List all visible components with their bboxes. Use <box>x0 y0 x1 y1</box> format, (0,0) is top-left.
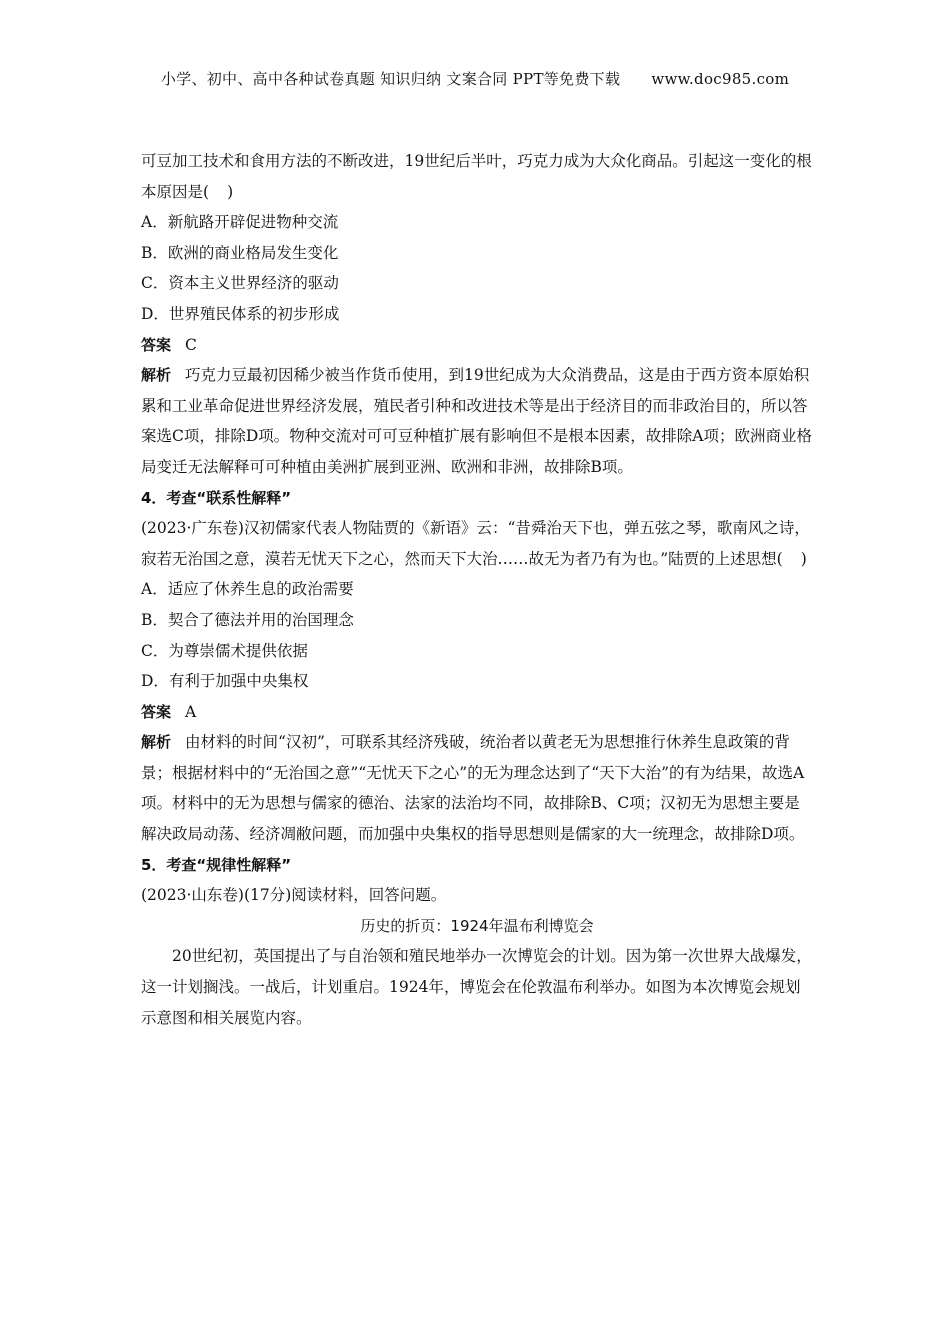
q3-option-b: B．欧洲的商业格局发生变化 <box>141 243 339 262</box>
q5-heading: 5．考查“规律性解释” <box>141 855 292 874</box>
q4-option-a: A．适应了休养生息的政治需要 <box>141 580 354 599</box>
q4-stem-close: ) <box>800 549 807 568</box>
q4-analysis <box>141 727 813 849</box>
q3-option-a: A．新航路开辟促进物种交流 <box>141 213 339 232</box>
q5-material-title: 历史的折页：1924年温布利博览会 <box>360 916 594 935</box>
q5-material-text: 20世纪初，英国提出了与自治领和殖民地举办一次博览会的计划。因为第一次世界大战爆发，这一计划搁浅。一战后，计划重启。1924年，博览会在伦敦温布利举办。如图为本次博览会规划示意图和相关展览内容。 <box>141 947 812 1027</box>
header-site: www.doc985.com <box>651 70 790 88</box>
q3-analysis <box>141 360 813 482</box>
q3-answer-value: C <box>185 335 197 354</box>
q3-option-c: C．资本主义世界经济的驱动 <box>141 274 339 293</box>
q3-answer <box>141 330 813 361</box>
q3-stem-close: ) <box>227 182 234 201</box>
q4-option-b: B．契合了德法并用的治国理念 <box>141 610 354 629</box>
q4-answer <box>141 697 813 728</box>
header-text: 小学、初中、高中各种试卷真题 知识归纳 文案合同 PPT等免费下载 <box>160 70 621 88</box>
q3-stem-text: 可豆加工技术和食用方法的不断改进，19世纪后半叶，巧克力成为大众化商品。引起这一变化的根本原因是( <box>141 152 812 201</box>
q4-analysis-label: 解析 <box>141 733 172 752</box>
document-body <box>141 146 813 1033</box>
q4-heading: 4．考查“联系性解释” <box>141 488 292 507</box>
q3-stem <box>141 146 813 207</box>
q4-answer-label: 答案 <box>141 702 172 721</box>
q5-stem: (2023·山东卷)(17分)阅读材料，回答问题。 <box>141 886 447 905</box>
q3-option-d: D．世界殖民体系的初步形成 <box>141 304 340 323</box>
page-header <box>0 68 950 89</box>
q3-answer-label: 答案 <box>141 335 172 354</box>
q4-stem <box>141 513 813 574</box>
q4-option-c: C．为尊崇儒术提供依据 <box>141 641 308 660</box>
q4-option-d: D．有利于加强中央集权 <box>141 672 309 691</box>
q3-analysis-text: 巧克力豆最初因稀少被当作货币使用，到19世纪成为大众消费品，这是由于西方资本原始积累和工业革命促进世界经济发展，殖民者引种和改进技术等是出于经济目的而非政治目的，所以答案选C项，排除D项。物种交流对可可豆种植扩展有影响但不是根本因素，故排除A项；欧洲商业格局变迁无法解释可可种植由美洲扩展到亚洲、欧洲和非洲，故排除B项。 <box>141 366 812 476</box>
q4-answer-value: A <box>185 702 197 721</box>
q4-stem-text: (2023·广东卷)汉初儒家代表人物陆贾的《新语》云：“昔舜治天下也，弹五弦之琴，歌南风之诗，寂若无治国之意，漠若无忧天下之心，然而天下大治……故无为者乃有为也。”陆贾的上述思想( <box>141 519 810 568</box>
q3-analysis-label: 解析 <box>141 366 172 385</box>
q4-analysis-text: 由材料的时间“汉初”，可联系其经济残破，统治者以黄老无为思想推行休养生息政策的背景；根据材料中的“无治国之意”“无忧天下之心”的无为理念达到了“天下大治”的有为结果，故选A项。材料中的无为思想与儒家的德治、法家的法治均不同，故排除B、C项；汉初无为思想主要是解决政局动荡、经济凋敝问题，而加强中央集权的指导思想则是儒家的大一统理念，故排除D项。 <box>141 733 805 844</box>
